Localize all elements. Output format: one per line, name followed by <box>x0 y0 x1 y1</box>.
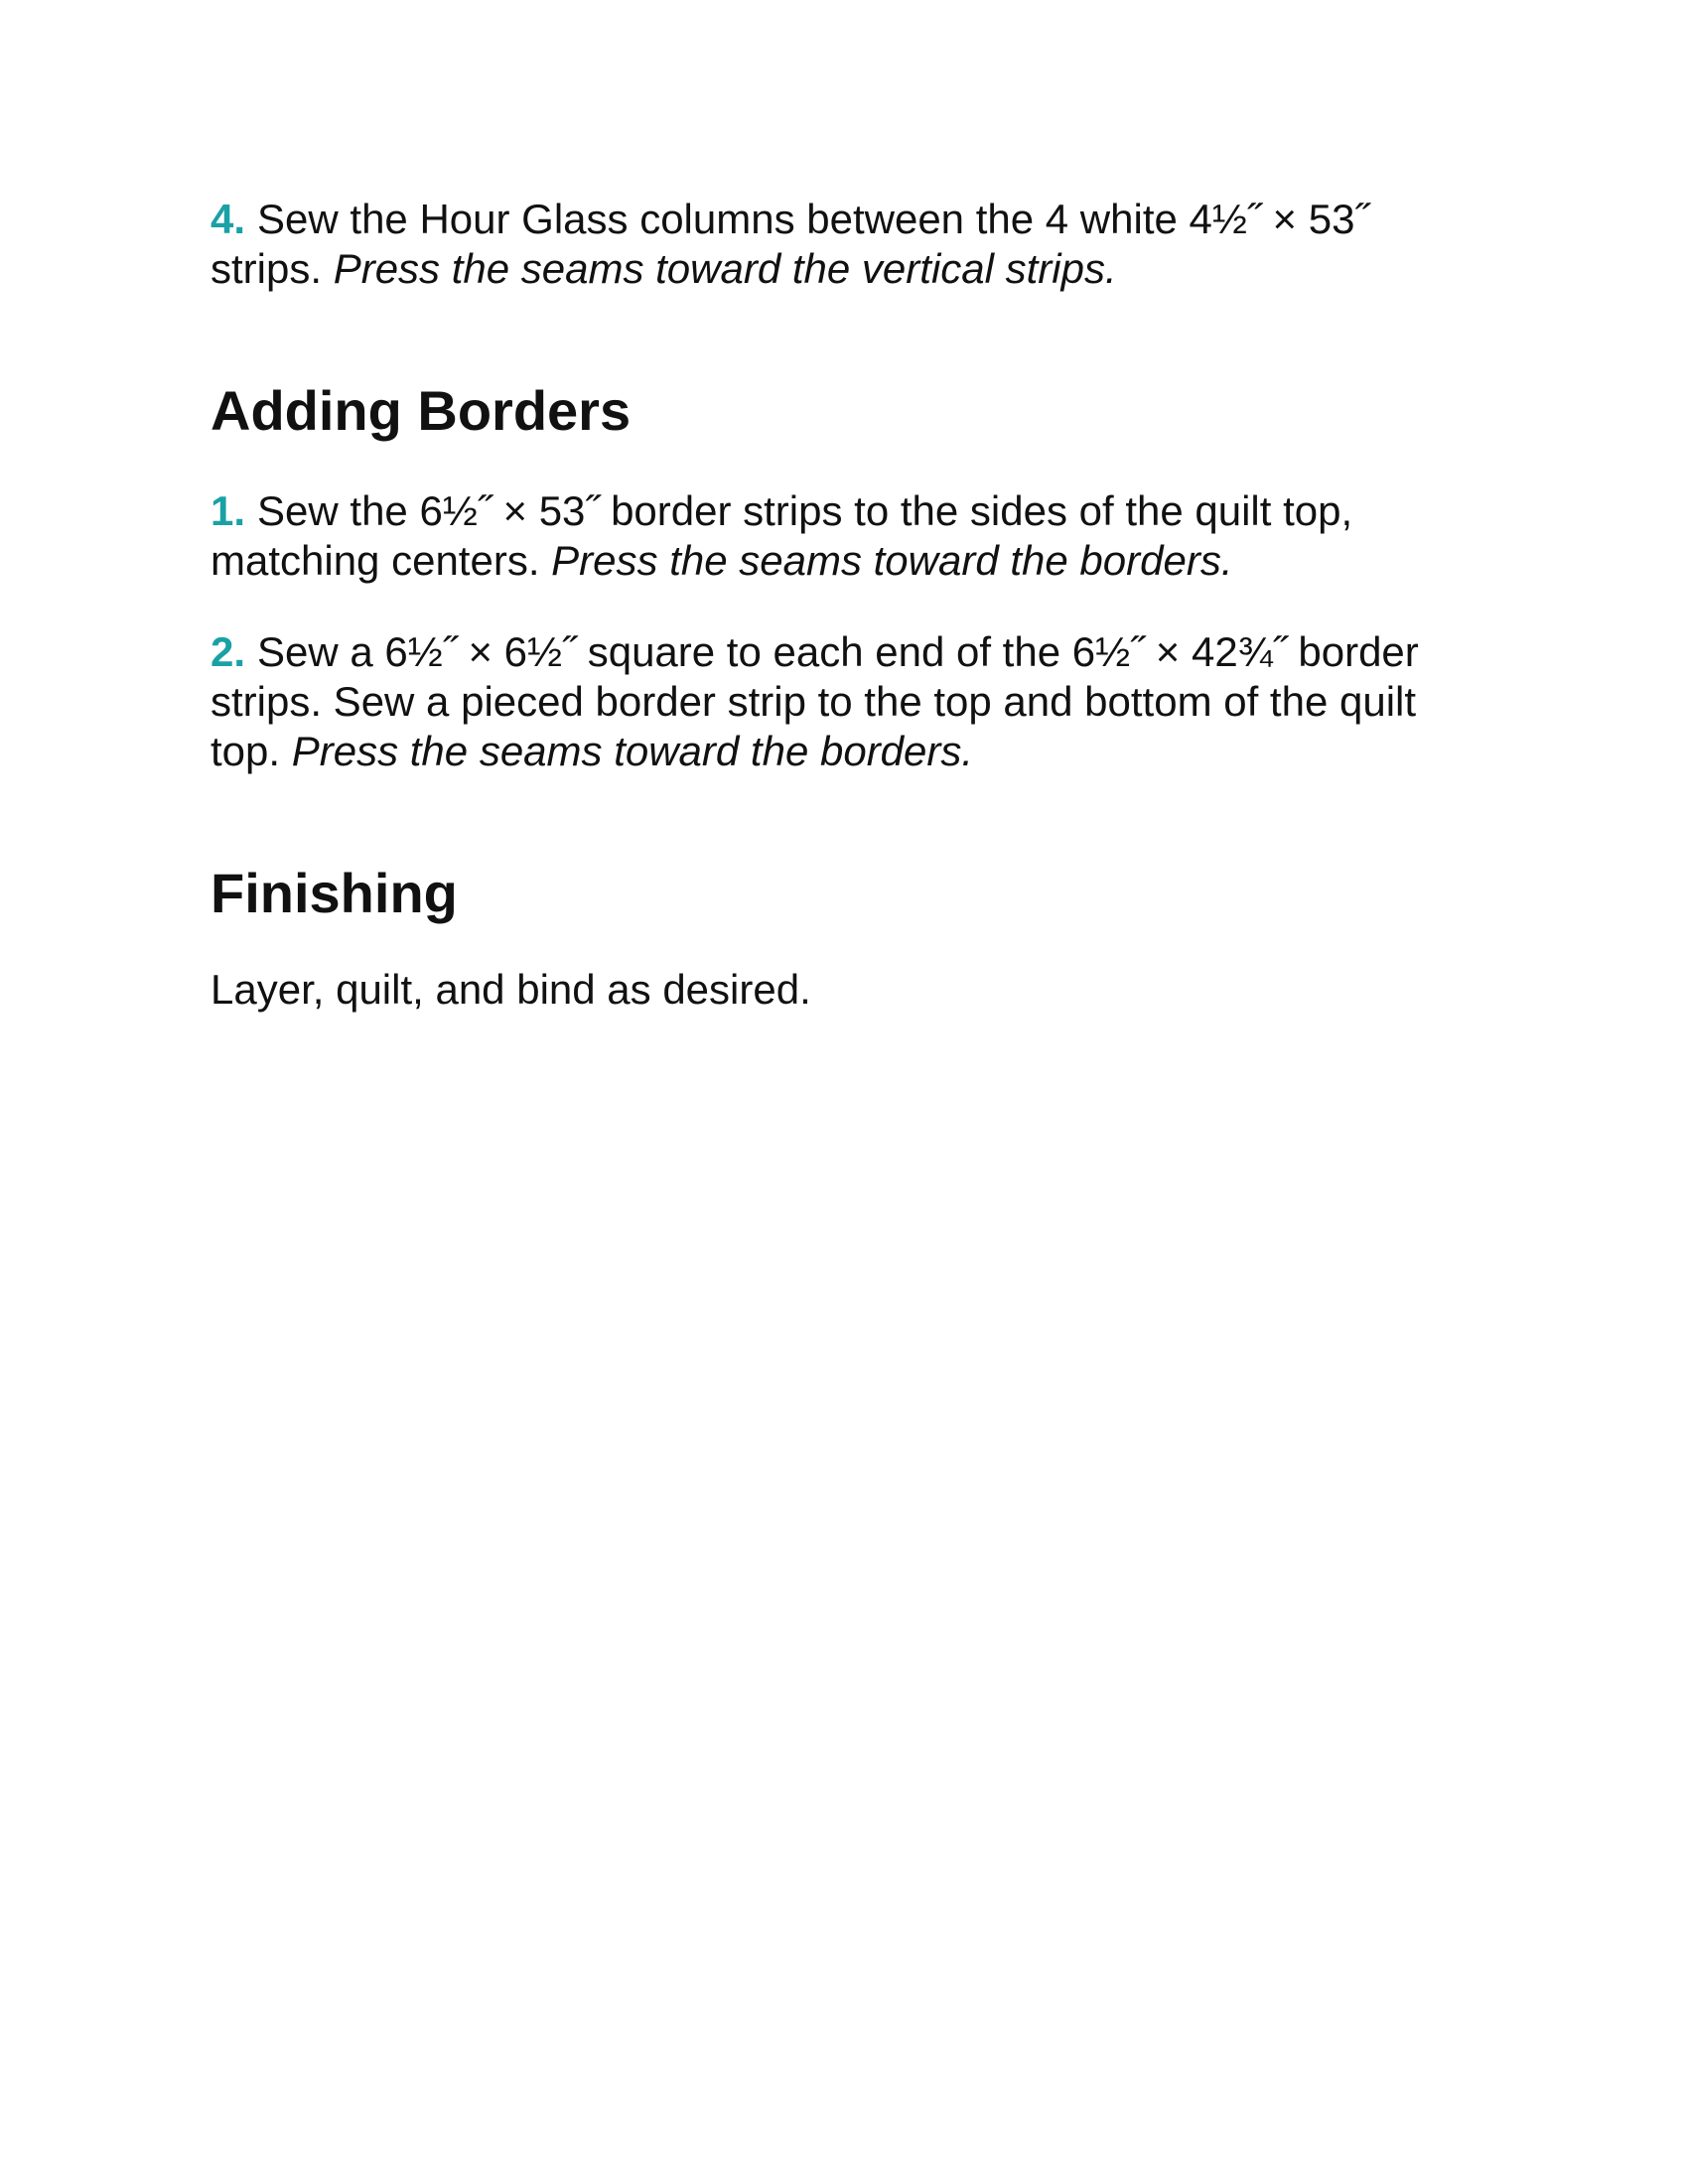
step-text: Sew the Hour Glass columns between the 4 white 4½˝ × 53˝ strips. <box>211 196 1369 292</box>
section-heading-finishing: Finishing <box>211 862 458 924</box>
step-text: Sew a 6½˝ × 6½˝ square to each end of the 6½˝ × 42¾˝ border strips. Sew a pieced border strip to the top and bottom of the quilt top. <box>211 628 1419 774</box>
step-note: Press the seams toward the borders. <box>291 728 974 774</box>
step-text: Sew the 6½˝ × 53˝ border strips to the sides of the quilt top, matching centers. <box>211 487 1353 584</box>
step-4 <box>211 195 1462 294</box>
section-heading-adding-borders: Adding Borders <box>211 379 632 442</box>
step-number: 1. <box>211 487 246 534</box>
step-note: Press the seams toward the vertical strips. <box>333 245 1117 292</box>
borders-step-2 <box>211 627 1462 776</box>
step-number: 4. <box>211 196 246 242</box>
borders-step-1 <box>211 486 1462 586</box>
step-number: 2. <box>211 628 246 675</box>
finishing-text: Layer, quilt, and bind as desired. <box>211 966 811 1013</box>
document-page <box>211 195 1462 1015</box>
step-note: Press the seams toward the borders. <box>551 537 1233 584</box>
